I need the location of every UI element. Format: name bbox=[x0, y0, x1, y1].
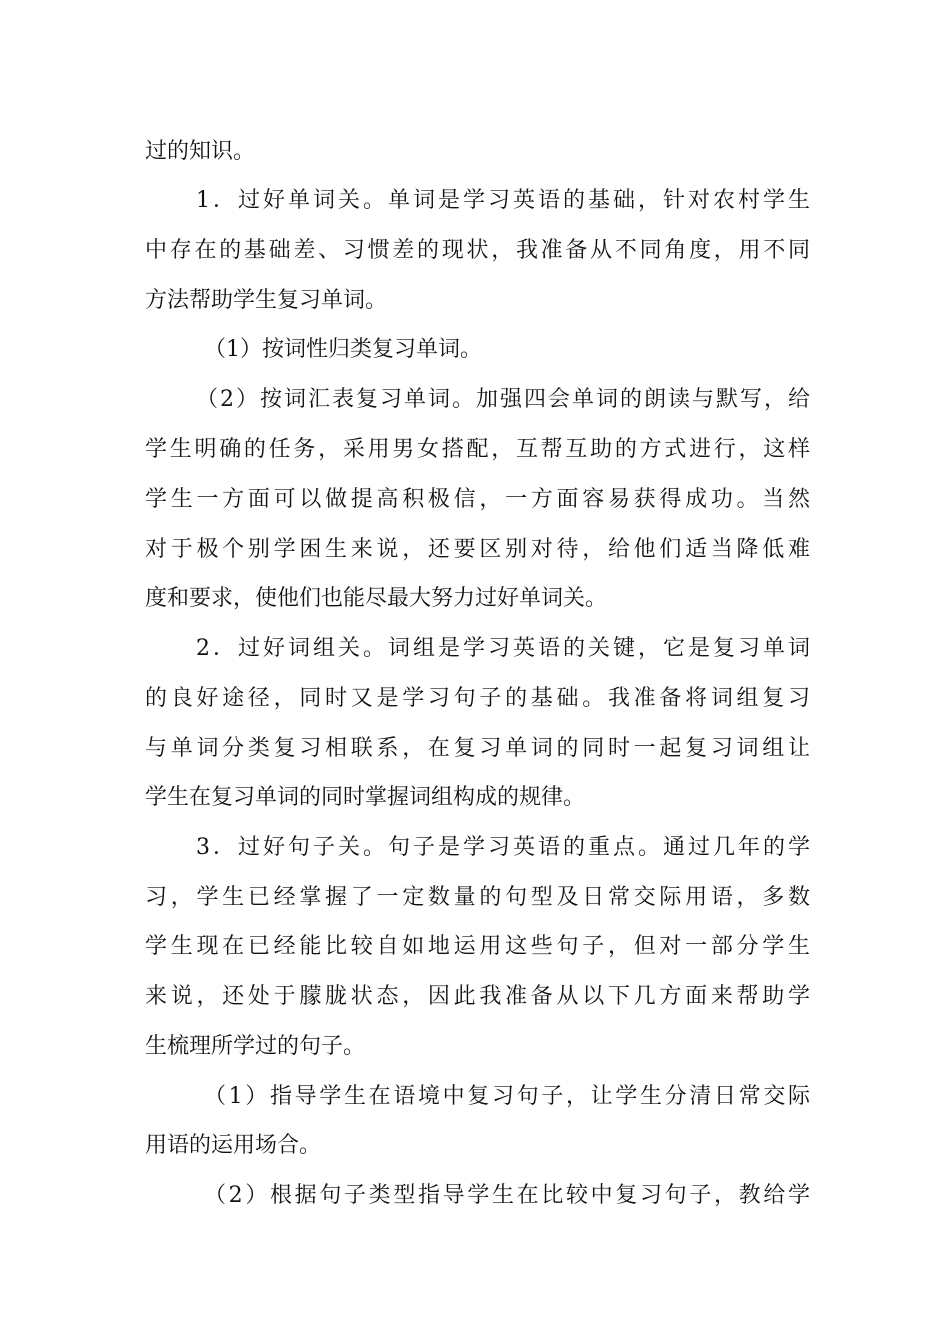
text-line: 学生在复习单词的同时掌握词组构成的规律。 bbox=[145, 785, 586, 810]
text-line: 对于极个别学困生来说，还要区别对待，给他们适当降低难 bbox=[145, 537, 810, 562]
text-line: 生梳理所学过的句子。 bbox=[145, 1034, 366, 1059]
text-line: 度和要求，使他们也能尽最大努力过好单词关。 bbox=[145, 586, 608, 611]
text-line: 学生明确的任务，采用男女搭配，互帮互助的方式进行，这样 bbox=[145, 437, 810, 462]
text-line: 方法帮助学生复习单词。 bbox=[145, 288, 388, 313]
text-line: 的良好途径，同时又是学习句子的基础。我准备将词组复习 bbox=[145, 686, 810, 711]
text-line: 过的知识。 bbox=[145, 139, 256, 164]
text-line: 习，学生已经掌握了一定数量的句型及日常交际用语，多数 bbox=[145, 885, 810, 910]
paragraph-first-line: （1）指导学生在语境中复习句子，让学生分清日常交际 bbox=[204, 1084, 810, 1109]
text-line: 用语的运用场合。 bbox=[145, 1133, 322, 1158]
text-line: 学生现在已经能比较自如地运用这些句子，但对一部分学生 bbox=[145, 934, 810, 959]
text-line: 中存在的基础差、习惯差的现状，我准备从不同角度，用不同 bbox=[145, 238, 810, 263]
paragraph-first-line: （2）根据句子类型指导学生在比较中复习句子，教给学 bbox=[204, 1183, 810, 1208]
text-line: 学生一方面可以做提高积极信，一方面容易获得成功。当然 bbox=[145, 487, 810, 512]
text-line: 来说，还处于朦胧状态，因此我准备从以下几方面来帮助学 bbox=[145, 984, 810, 1009]
text-line: 与单词分类复习相联系，在复习单词的同时一起复习词组让 bbox=[145, 736, 810, 761]
paragraph-first-line: 3．过好句子关。句子是学习英语的重点。通过几年的学 bbox=[196, 835, 810, 860]
paragraph-first-line: 2．过好词组关。词组是学习英语的关键，它是复习单词 bbox=[196, 636, 810, 661]
paragraph-first-line: （2）按词汇表复习单词。加强四会单词的朗读与默写，给 bbox=[196, 387, 810, 412]
paragraph-first-line: （1）按词性归类复习单词。 bbox=[204, 337, 482, 362]
paragraph-first-line: 1．过好单词关。单词是学习英语的基础，针对农村学生 bbox=[196, 188, 810, 213]
